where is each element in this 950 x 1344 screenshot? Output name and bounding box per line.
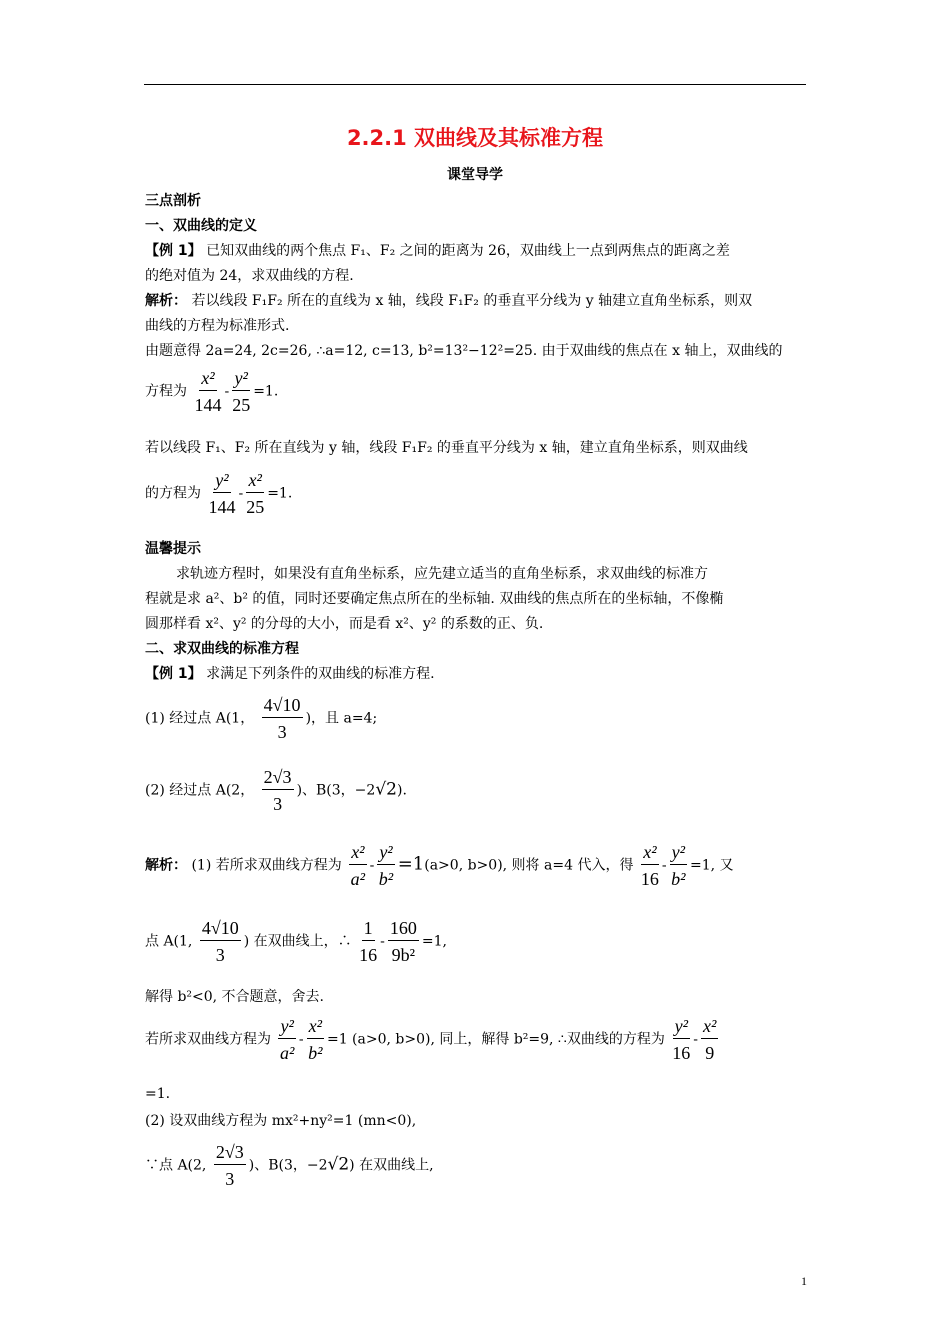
solution-1-line-4: 若以线段 F₁、F₂ 所在直线为 y 轴，线段 F₁F₂ 的垂直平分线为 x 轴，建立直角坐标系，则双曲线 [145, 440, 748, 456]
numerator: 2√3 [214, 1142, 246, 1165]
section-1-heading: 一、双曲线的定义 [145, 218, 257, 234]
solution-1-line-2: 曲线的方程为标准形式. [145, 318, 290, 334]
numerator: y² [234, 368, 248, 388]
solution-2-line-7 [145, 1142, 434, 1189]
fraction [349, 842, 366, 889]
fraction [246, 470, 264, 517]
solution-text: =1, [421, 933, 447, 950]
numerator: y² [280, 1016, 294, 1036]
minus-sign: - [224, 383, 230, 400]
solution-text: ∵点 A(2, [145, 1157, 207, 1174]
fraction [278, 1016, 295, 1063]
example-2-tag: 【例 1】 [145, 666, 202, 682]
fraction [307, 1016, 324, 1063]
fraction [262, 695, 303, 742]
numerator: y² [379, 842, 393, 862]
page-number: 1 [801, 1274, 807, 1288]
numerator: x² [351, 842, 365, 862]
denominator: 16 [359, 945, 378, 965]
minus-sign: - [369, 857, 375, 874]
fraction [641, 842, 659, 889]
numerator: 2√3 [262, 767, 294, 790]
part-prefix: (1) 经过点 A(1， [145, 710, 255, 727]
solution-text: )、B(3，−2 [248, 1157, 328, 1174]
equation-1 [145, 368, 278, 415]
root-2: √2 [327, 1154, 350, 1175]
denominator: a² [350, 869, 366, 889]
solution-text: =1 (a>0, b>0), 同上，解得 b²=9, ∴双曲线的方程为 [326, 1031, 665, 1048]
equation-prefix: 方程为 [145, 383, 187, 400]
fraction [670, 842, 687, 889]
denominator: 25 [232, 395, 251, 415]
example-2-part-1 [145, 695, 377, 742]
tip-heading: 温馨提示 [145, 541, 201, 557]
tip-line-2: 程就是求 a²、b² 的值，同时还要确定焦点所在的坐标轴. 双曲线的焦点所在的坐标轴，不像椭 [145, 591, 724, 607]
minus-sign: - [661, 857, 667, 874]
denominator: a² [279, 1043, 295, 1063]
numerator: 4√10 [262, 695, 303, 718]
solution-text: (a>0, b>0), 则将 a=4 代入，得 [424, 857, 634, 874]
solution-2-line-6: (2) 设双曲线方程为 mx²+ny²=1 (mn<0), [145, 1113, 417, 1129]
denominator: 3 [225, 1169, 235, 1189]
fraction [359, 918, 377, 965]
page-subtitle: 课堂导学 [447, 167, 503, 183]
fraction [232, 368, 250, 415]
numerator: x² [201, 368, 215, 388]
numerator: x² [643, 842, 657, 862]
example-1-line-1 [145, 240, 730, 260]
numerator: x² [248, 470, 262, 490]
example-2-part-2 [145, 767, 407, 814]
tip-line-3: 圆那样看 x²、y² 的分母的大小，而是看 x²、y² 的系数的正、负. [145, 616, 544, 632]
fraction [377, 842, 394, 889]
solution-text: ) 在双曲线上，∴ [243, 933, 352, 950]
solution-text: (1) 若所求双曲线方程为 [191, 857, 342, 874]
minus-sign: - [238, 485, 244, 502]
denominator: 9 [705, 1043, 715, 1063]
equation-2 [145, 470, 292, 517]
numerator: y² [671, 842, 686, 862]
example-1-tag: 【例 1】 [145, 243, 202, 259]
denominator: b² [378, 869, 394, 889]
numerator: 160 [388, 918, 419, 941]
numerator: 1 [362, 918, 375, 941]
denominator: 144 [194, 395, 222, 415]
denominator: 3 [273, 794, 283, 814]
denominator: 25 [246, 497, 265, 517]
denominator: 3 [215, 945, 225, 965]
solution-2-line-2 [145, 918, 447, 965]
solution-2-line-3: 解得 b²<0, 不合题意，舍去. [145, 989, 325, 1005]
denominator: b² [308, 1043, 323, 1063]
denominator: b² [671, 869, 686, 889]
fraction [672, 1016, 690, 1063]
denominator: 3 [277, 722, 287, 742]
example-2-text: 求满足下列条件的双曲线的标准方程. [206, 666, 435, 682]
solution-1-line-3: 由题意得 2a=24, 2c=26, ∴a=12, c=13, b²=13²−12²=25. 由于双曲线的焦点在 x 轴上，双曲线的 [145, 343, 783, 359]
equation-prefix: 的方程为 [145, 485, 201, 502]
fraction [194, 368, 221, 415]
section-main-heading: 三点剖析 [145, 193, 201, 209]
equation-suffix: =1. [267, 485, 293, 502]
minus-sign: - [298, 1031, 304, 1048]
root-2: √2 [375, 779, 397, 800]
example-1-text: 已知双曲线的两个焦点 F₁、F₂ 之间的距离为 26，双曲线上一点到两焦点的距离之差 [206, 243, 730, 259]
example-1-line-2: 的绝对值为 24，求双曲线的方程. [145, 268, 354, 284]
fraction [208, 470, 235, 517]
part-middle: )、B(3，−2 [296, 782, 376, 799]
solution-2-line-1 [145, 842, 734, 889]
numerator: x² [703, 1016, 717, 1036]
fraction [701, 1016, 718, 1063]
section-2-heading: 二、求双曲线的标准方程 [145, 641, 299, 657]
tip-line-1: 求轨迹方程时，如果没有直角坐标系，应先建立适当的直角坐标系，求双曲线的标准方 [176, 566, 708, 582]
part-prefix: (2) 经过点 A(2， [145, 782, 255, 799]
page-title: 2.2.1 双曲线及其标准方程 [346, 126, 604, 150]
solution-label: 解析： [145, 857, 187, 874]
solution-label: 解析： [145, 293, 187, 309]
numerator: y² [674, 1016, 688, 1036]
solution-text: =1, 又 [690, 857, 734, 874]
solution-2-line-4 [145, 1016, 721, 1063]
denominator: 9b² [391, 945, 416, 965]
part-suffix: ). [396, 782, 407, 799]
header-rule [144, 84, 806, 85]
fraction [200, 918, 241, 965]
numerator: 4√10 [200, 918, 241, 941]
numerator: x² [308, 1016, 322, 1036]
minus-sign: - [693, 1031, 699, 1048]
solution-1-text: 若以线段 F₁F₂ 所在的直线为 x 轴，线段 F₁F₂ 的垂直平分线为 y 轴建立直角坐标系，则双 [191, 293, 753, 309]
minus-sign: - [380, 933, 385, 950]
denominator: 144 [208, 497, 236, 517]
equation-suffix: =1. [253, 383, 279, 400]
solution-2-line-5: =1. [145, 1086, 171, 1102]
fraction [388, 918, 419, 965]
denominator: 16 [672, 1043, 691, 1063]
solution-text: 若所求双曲线方程为 [145, 1031, 271, 1048]
numerator: y² [215, 470, 229, 490]
part-suffix: )，且 a=4; [305, 710, 378, 727]
fraction [262, 767, 294, 814]
equals-one: =1 [397, 853, 425, 875]
fraction [214, 1142, 246, 1189]
denominator: 16 [640, 869, 659, 889]
solution-text: ) 在双曲线上, [349, 1157, 434, 1174]
solution-text: 点 A(1, [145, 933, 193, 950]
example-2-line [145, 663, 435, 683]
solution-1-line-1 [145, 290, 752, 310]
